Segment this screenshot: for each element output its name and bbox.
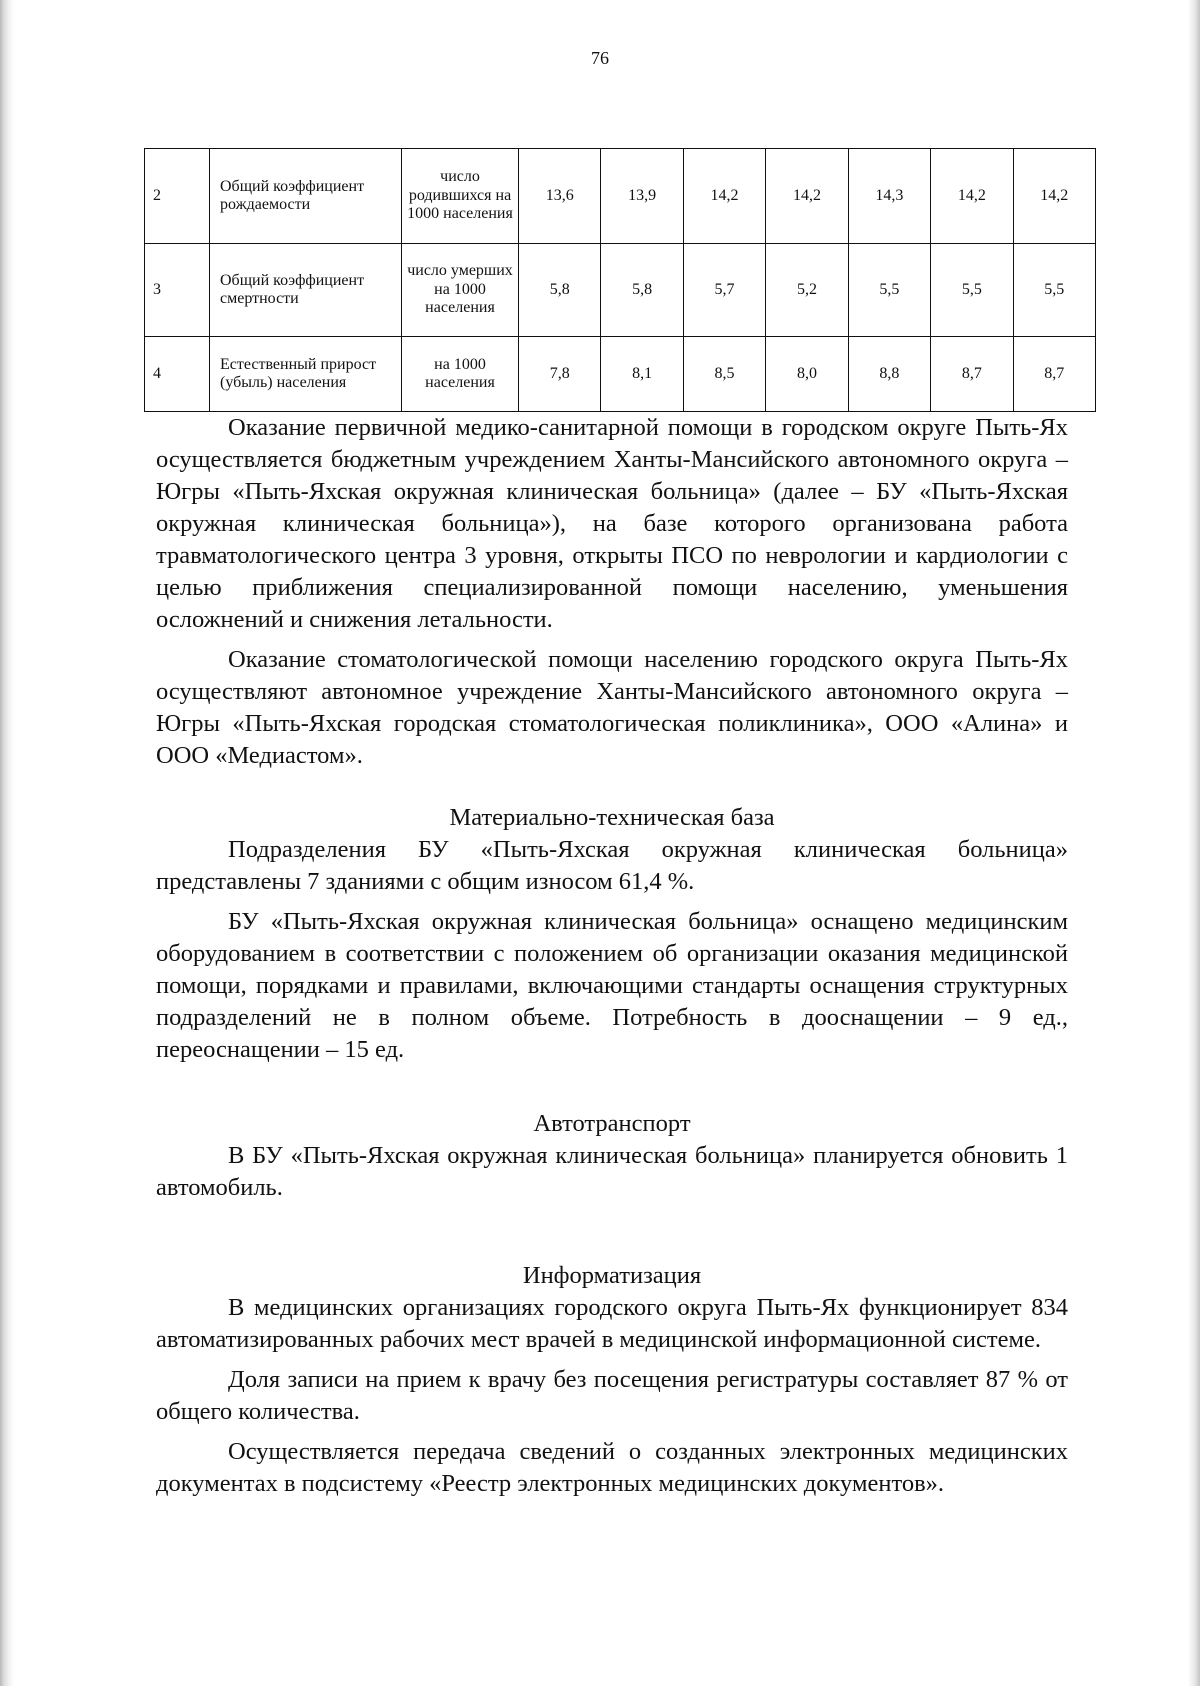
value-cell: 14,2 — [766, 149, 848, 244]
unit-cell: число родившихся на 1000 населения — [402, 149, 519, 244]
value-cell: 8,7 — [931, 337, 1013, 412]
value-cell: 8,0 — [766, 337, 848, 412]
paragraph-primary-care: Оказание первичной медико-санитарной помощи в городском округе Пыть-Ях осуществляется бюджетным учреждением Ханты-Мансийского автономного округа – Югры «Пыть-Яхская окружная клиническая больница» (далее – БУ «Пыть-Яхская окружная клиническая больница»), на базе которого организована работа травматологического центра 3 уровня, открыты ПСО по неврологии и кардиологии с целью приближения специализированной помощи населению, уменьшения осложнений и снижения летальности. — [156, 414, 1068, 633]
unit-cell: на 1000 населения — [402, 337, 519, 412]
unit-cell: число умерших на 1000 населения — [402, 244, 519, 337]
value-cell: 5,2 — [766, 244, 848, 337]
value-cell: 8,8 — [848, 337, 930, 412]
value-cell: 7,8 — [519, 337, 601, 412]
paragraph-equipment: БУ «Пыть-Яхская окружная клиническая больница» оснащено медицинским оборудованием в соответствии с положением об организации оказания медицинской помощи, порядками и правилами, включающими стандарты оснащения структурных подразделений не в полном объеме. Потребность в дооснащении – 9 ед., переоснащении – 15 ед. — [156, 908, 1068, 1063]
value-cell: 13,9 — [601, 149, 683, 244]
value-cell: 5,8 — [519, 244, 601, 337]
document-body — [156, 412, 1068, 1500]
heading-transport: Автотранспорт — [533, 1110, 691, 1137]
value-cell: 14,2 — [931, 149, 1013, 244]
row-number: 3 — [145, 244, 210, 337]
paragraph-workstations: В медицинских организациях городского округа Пыть-Ях функционирует 834 автоматизированных рабочих мест врачей в медицинской информационной системе. — [156, 1294, 1068, 1353]
paragraph-buildings: Подразделения БУ «Пыть-Яхская окружная клиническая больница» представлены 7 зданиями с общим износом 61,4 %. — [156, 836, 1068, 895]
heading-informatization: Информатизация — [522, 1262, 702, 1289]
table-row — [145, 149, 1096, 244]
value-cell: 5,7 — [683, 244, 765, 337]
paragraph-online-booking: Доля записи на прием к врачу без посещения регистратуры составляет 87 % от общего количества. — [156, 1366, 1068, 1425]
indicator-cell: Общий коэффициент смертности — [210, 244, 402, 337]
table-row — [145, 337, 1096, 412]
value-cell: 5,5 — [931, 244, 1013, 337]
indicator-cell: Общий коэффициент рождаемости — [210, 149, 402, 244]
row-number: 2 — [145, 149, 210, 244]
value-cell: 13,6 — [519, 149, 601, 244]
value-cell: 14,2 — [683, 149, 765, 244]
value-cell: 8,5 — [683, 337, 765, 412]
paragraph-dental-care: Оказание стоматологической помощи населению городского округа Пыть-Ях осуществляют автономное учреждение Ханты-Мансийского автономного округа – Югры «Пыть-Яхская городская стоматологическая поликлиника», ООО «Алина» и ООО «Медиастом». — [156, 646, 1068, 769]
value-cell: 5,5 — [848, 244, 930, 337]
row-number: 4 — [145, 337, 210, 412]
value-cell: 8,7 — [1013, 337, 1095, 412]
page-number: 76 — [591, 48, 609, 68]
heading-material-base: Материально-техническая база — [449, 804, 775, 831]
table-row — [145, 244, 1096, 337]
scan-edge-left — [0, 0, 14, 1686]
paragraph-transport: В БУ «Пыть-Яхская окружная клиническая больница» планируется обновить 1 автомобиль. — [156, 1142, 1068, 1201]
value-cell: 8,1 — [601, 337, 683, 412]
value-cell: 5,8 — [601, 244, 683, 337]
paragraph-electronic-docs: Осуществляется передача сведений о созданных электронных медицинских документах в подсистему «Реестр электронных медицинских документов». — [156, 1438, 1068, 1497]
indicator-cell: Естественный прирост (убыль) населения — [210, 337, 402, 412]
demographics-table — [144, 148, 1096, 412]
scan-edge-right — [1188, 0, 1200, 1686]
value-cell: 14,2 — [1013, 149, 1095, 244]
value-cell: 5,5 — [1013, 244, 1095, 337]
value-cell: 14,3 — [848, 149, 930, 244]
